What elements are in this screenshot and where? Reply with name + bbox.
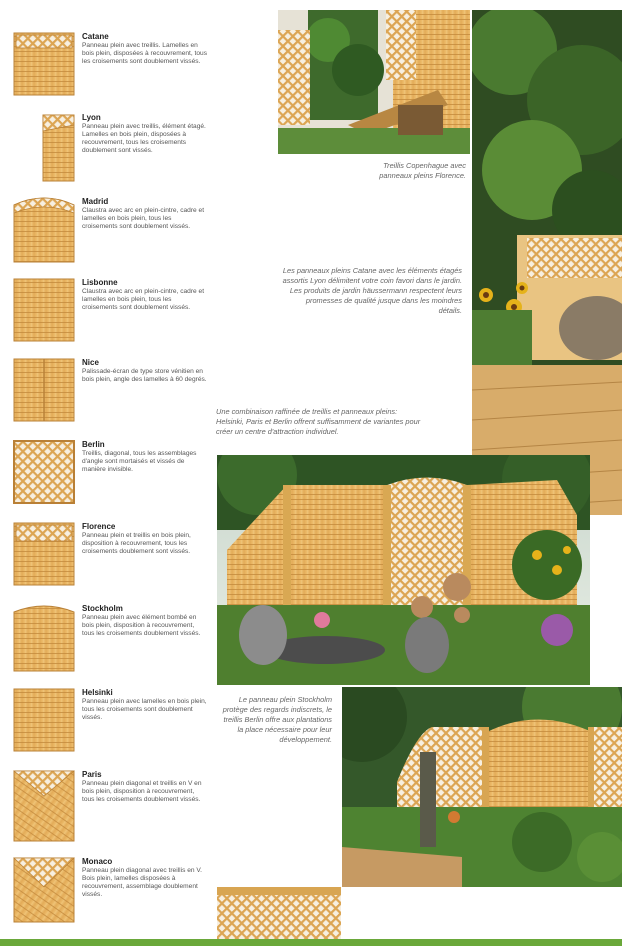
madrid-panel-icon [13, 197, 75, 261]
page-footer-strip [0, 939, 622, 946]
product-description: Panneau plein avec treillis, élément étagé. Lamelles en bois plein, disposées à recouvrement, tous les croisements doublement sont vissés. [82, 123, 206, 154]
photo-copenhague-terrace [278, 10, 470, 154]
product-item [10, 688, 210, 768]
product-item [10, 113, 210, 193]
product-list [0, 0, 215, 946]
product-description: Panneau plein avec treillis. Lamelles en bois plein, disposées à recouvrement, tous les croisements sont doublement vissés. [82, 42, 207, 65]
product-item [10, 770, 210, 850]
photo-lattice-detail [217, 887, 341, 939]
product-name: Catane [82, 32, 109, 41]
photo-stockholm-berlin [342, 687, 622, 887]
product-item [10, 857, 210, 937]
product-item [10, 604, 210, 684]
lisbonne-panel-icon [13, 278, 75, 342]
product-name: Monaco [82, 857, 113, 866]
product-name: Madrid [82, 197, 109, 206]
paris-panel-icon [13, 770, 75, 834]
product-item [10, 522, 210, 602]
lyon-panel-icon [13, 113, 75, 177]
product-item [10, 440, 210, 520]
product-description: Palissade-écran de type store vénitien en bois plein, angle des lamelles à 60 degrés. [82, 368, 207, 383]
product-name: Helsinki [82, 688, 113, 697]
product-description: Panneau plein et treillis en bois plein, disposition à recouvrement, tous les croisements doublement sont vissés. [82, 532, 191, 555]
product-name: Stockholm [82, 604, 123, 613]
photo-deck-sunflowers [472, 10, 622, 515]
product-name: Paris [82, 770, 102, 779]
product-item [10, 278, 210, 358]
nice-panel-icon [13, 358, 75, 422]
product-item [10, 358, 210, 438]
photo-garden-combination [217, 455, 590, 685]
product-description: Panneau plein diagonal avec treillis en V. Bois plein, lamelles disposées à recouvrement, assemblage doublement vissés. [82, 867, 202, 898]
berlin-panel-icon [13, 440, 75, 504]
product-item [10, 197, 210, 277]
product-name: Berlin [82, 440, 105, 449]
catane-panel-icon [13, 32, 75, 96]
caption-catane-lyon: Les panneaux pleins Catane avec les éléments étagés assortis Lyon délimitent votre coin favori dans le jardin. Les produits de jardin häussermann respectent leurs promesses de qualité jusque dans les moindres détails. [282, 266, 462, 315]
product-name: Nice [82, 358, 99, 367]
product-name: Florence [82, 522, 116, 531]
caption-combinaison: Une combinaison raffinée de treillis et panneaux pleins: Helsinki, Paris et Berlin offrent suffisamment de variantes pour créer un centre d'attraction individuel. [216, 407, 421, 436]
stockholm-panel-icon [13, 604, 75, 668]
caption-stockholm: Le panneau plein Stockholm protège des regards indiscrets, le treillis Berlin offre aux plantations la place nécessaire pour leur développement. [222, 695, 332, 744]
product-description: Claustra avec arc en plein-cintre, cadre et lamelles en bois plein, tous les croisements sont doublement vissés. [82, 288, 205, 311]
product-description: Panneau plein avec élément bombé en bois plein, disposition à recouvrement, tous les croisements doublement vissés. [82, 614, 201, 637]
product-name: Lisbonne [82, 278, 118, 287]
helsinki-panel-icon [13, 688, 75, 752]
monaco-panel-icon [13, 857, 75, 921]
florence-panel-icon [13, 522, 75, 586]
product-description: Panneau plein diagonal et treillis en V en bois plein, disposition à recouvrement, tous les croisements doublement vissés. [82, 780, 202, 803]
product-description: Claustra avec arc en plein-cintre, cadre et lamelles en bois plein, tous les croisements sont doublement vissés. [82, 207, 205, 230]
product-description: Panneau plein avec lamelles en bois plein, tous les croisements sont doublement vissés. [82, 698, 207, 721]
product-item [10, 32, 210, 112]
product-description: Treillis, diagonal, tous les assemblages d'angle sont mortaisés et vissés de manière invisible. [82, 450, 197, 473]
caption-copenhague: Treillis Copenhague avec panneaux pleins Florence. [379, 161, 466, 180]
product-name: Lyon [82, 113, 101, 122]
